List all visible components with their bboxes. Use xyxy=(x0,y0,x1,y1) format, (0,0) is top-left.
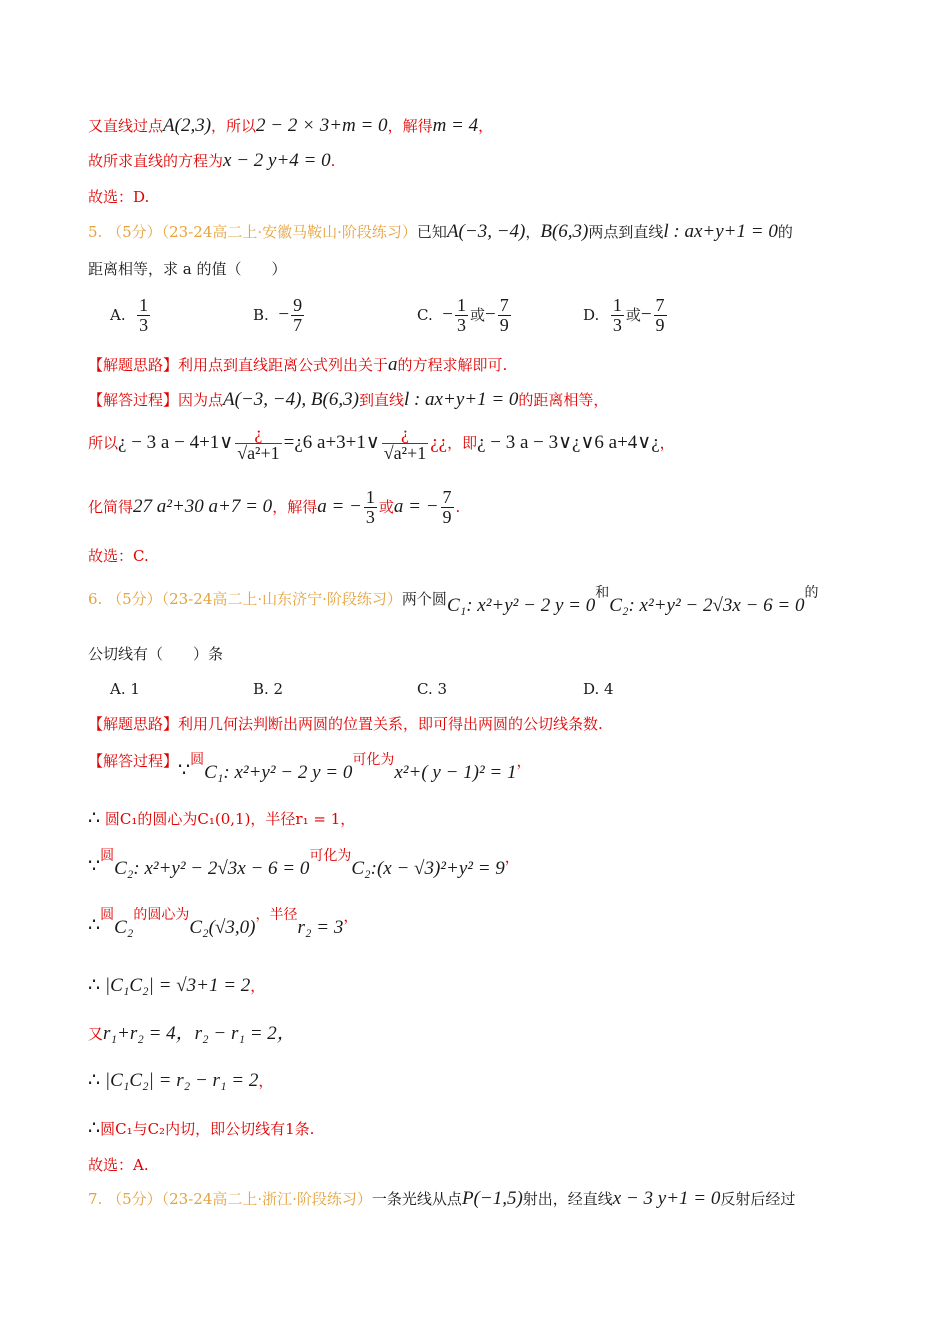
q5-process xyxy=(88,389,608,412)
therefore-symbol: ∴ xyxy=(88,1118,101,1139)
fraction xyxy=(137,296,150,336)
text: 公切线有（ ）条 xyxy=(88,645,224,663)
text: 圆 xyxy=(100,907,115,923)
fraction xyxy=(382,424,428,464)
denominator: 3 xyxy=(612,314,622,335)
text: 可化为 xyxy=(309,848,352,864)
text: ， xyxy=(478,117,494,135)
math-quadratic: 27 a²+30 a+7 = 0 xyxy=(133,495,273,517)
math-standard-form: C₂:(x − √3)²+y² = 9 xyxy=(351,858,505,879)
numerator: 1 xyxy=(612,295,622,315)
q6-process-8 xyxy=(88,1118,314,1141)
text: 和 xyxy=(595,585,610,601)
option-label: A. xyxy=(110,305,126,324)
question-number: 6. xyxy=(88,590,103,608)
math-expr: ¿ − 3 a − 3∨¿∨6 a+4∨¿ xyxy=(477,431,660,453)
option-label: C. xyxy=(417,305,433,324)
solution-line-equation xyxy=(88,150,335,173)
q6-process-7 xyxy=(88,1070,273,1093)
math-expr: ¿¿ xyxy=(430,431,448,453)
text: 射出，经直线 xyxy=(522,1190,613,1208)
text: 【解题思路】利用几何法判断出两圆的位置关系，即可得出两圆的公切线条数. xyxy=(88,715,603,733)
math-point-p: P(−1,5) xyxy=(461,1188,523,1209)
math-center: C₂(√3,0) xyxy=(189,917,256,938)
math-variable: a xyxy=(388,354,398,375)
text: 圆C₁与C₂内切，即公切线有1条. xyxy=(100,1120,315,1138)
q6-process-4 xyxy=(88,905,359,938)
denominator: 7 xyxy=(293,314,303,335)
option-a[interactable] xyxy=(110,296,152,336)
option-c[interactable] xyxy=(417,680,447,698)
math-circle-c1: C₁: x²+y² − 2 y = 0 xyxy=(446,595,596,616)
question-score: （5分） xyxy=(107,1190,162,1208)
minus-sign: − xyxy=(278,303,290,325)
fraction xyxy=(235,424,281,464)
text: 圆 xyxy=(100,848,115,864)
question-number: 7. xyxy=(88,1190,103,1208)
text: 化简得 xyxy=(88,497,134,516)
denominator: 3 xyxy=(365,506,375,527)
text: 又直线过点 xyxy=(88,117,164,135)
math-equation: 2 − 2 × 3+m = 0 xyxy=(256,115,388,136)
text: 所以 xyxy=(88,433,119,452)
text: ， xyxy=(250,977,266,995)
numerator: 7 xyxy=(442,487,452,507)
text: 两点到直线 xyxy=(588,223,664,241)
denominator: 9 xyxy=(655,314,665,335)
denominator: √a²+1 xyxy=(237,442,280,463)
math-radius: r₂ = 3 xyxy=(297,917,344,938)
text: 一条光线从点 xyxy=(371,1190,462,1208)
text: ， xyxy=(258,1072,274,1090)
math-line-l: l : ax+y+1 = 0 xyxy=(663,221,778,242)
numerator: 1 xyxy=(456,295,466,315)
text: ，解得 xyxy=(387,117,433,135)
fraction xyxy=(654,296,667,336)
answer-text: 故选：C. xyxy=(88,547,149,565)
text: 可化为 xyxy=(352,752,395,768)
denominator: 9 xyxy=(442,506,452,527)
q6-process-2 xyxy=(88,808,355,831)
answer-text: 故选：A. xyxy=(88,1156,149,1174)
fraction xyxy=(611,296,624,336)
numerator: 7 xyxy=(655,295,665,315)
option-label: D. xyxy=(583,305,600,324)
math-solution: a = − xyxy=(317,495,362,517)
question-source: （23-24高二上·安徽马鞍山·阶段练习） xyxy=(161,223,417,241)
numerator: ¿ xyxy=(382,424,428,444)
text: ，所以 xyxy=(211,117,257,135)
question-6 xyxy=(88,585,819,616)
because-symbol: ∵ xyxy=(178,760,191,781)
option-a[interactable] xyxy=(110,680,140,698)
option-b[interactable] xyxy=(253,296,306,336)
option-text: D. 4 xyxy=(583,680,614,698)
math-expr: =¿6 a+3+1∨ xyxy=(283,431,380,453)
math-circle-c2: C₂: x²+y² − 2√3x − 6 = 0 xyxy=(609,595,805,616)
text: ， xyxy=(659,433,675,452)
question-5 xyxy=(88,221,793,244)
numerator: ¿ xyxy=(235,424,281,444)
text: . xyxy=(455,497,461,516)
math-line-l: l : ax+y+1 = 0 xyxy=(403,389,519,410)
fraction xyxy=(455,296,468,336)
math-point-a: A(2,3) xyxy=(163,115,212,136)
q5-simplify xyxy=(88,488,460,528)
minus-sign: − xyxy=(640,303,652,325)
math-standard-form: x²+( y − 1)² = 1 xyxy=(394,762,517,783)
text: 的方程求解即可. xyxy=(397,356,508,374)
option-text: A. 1 xyxy=(110,680,140,698)
therefore-symbol: ∴ xyxy=(88,915,101,936)
question-source: （23-24高二上·浙江·阶段练习） xyxy=(161,1190,372,1208)
answer-text: 故选：D. xyxy=(88,188,150,206)
denominator: 3 xyxy=(456,314,466,335)
text: ， xyxy=(504,848,520,866)
text: 圆C₁的圆心为C₁(0,1)，半径r₁ = 1， xyxy=(104,810,356,828)
text: ， xyxy=(343,907,359,925)
text: 两个圆 xyxy=(401,590,447,608)
answer-q5 xyxy=(88,547,149,565)
option-d[interactable] xyxy=(583,296,669,336)
solution-line-point xyxy=(88,115,493,138)
text: 距离相等，求 a 的值（ ） xyxy=(88,260,287,278)
text: 又 xyxy=(88,1025,104,1043)
or-text: 或 xyxy=(469,305,485,324)
math-line-equation: x − 2 y+4 = 0 xyxy=(223,150,331,171)
option-c[interactable] xyxy=(417,296,513,336)
question-source: （23-24高二上·山东济宁·阶段练习） xyxy=(161,590,402,608)
text: ， xyxy=(516,752,532,770)
math-points: A(−3, −4), B(6,3) xyxy=(223,389,359,410)
text: 已知 xyxy=(416,223,447,241)
text: 【解答过程】因为点 xyxy=(88,391,224,409)
option-text: C. 3 xyxy=(417,680,448,698)
option-b[interactable] xyxy=(253,680,283,698)
or-text: 或 xyxy=(378,497,394,516)
text: ， xyxy=(525,223,541,241)
text: ，即 xyxy=(447,433,478,452)
math-radii: r₁+r₂ = 4，r₂ − r₁ = 2， xyxy=(103,1023,296,1044)
therefore-symbol: ∴ xyxy=(88,975,101,996)
denominator: √a²+1 xyxy=(383,442,427,463)
math-solution: a = − xyxy=(393,495,439,517)
because-symbol: ∵ xyxy=(88,856,101,877)
math-c2: C₂ xyxy=(114,917,134,938)
question-5-line2 xyxy=(88,260,286,278)
answer-q4 xyxy=(88,188,149,206)
numerator: 9 xyxy=(293,295,303,315)
question-number: 5. xyxy=(88,223,103,241)
math-point-a: A(−3, −4) xyxy=(446,221,526,242)
q6-process-1 xyxy=(88,750,532,783)
text: 到直线 xyxy=(358,391,404,409)
question-6-line2 xyxy=(88,645,223,663)
question-7 xyxy=(88,1188,795,1211)
option-text: B. 2 xyxy=(253,680,284,698)
math-expr: ¿ − 3 a − 4+1∨ xyxy=(118,431,234,453)
q5-idea xyxy=(88,354,507,377)
fraction xyxy=(364,488,377,528)
math-result: m = 4 xyxy=(432,115,479,136)
text: 的 xyxy=(804,585,819,601)
text: 的距离相等， xyxy=(518,391,609,409)
math-distance: |C₁C₂| = √3+1 = 2 xyxy=(104,975,251,996)
minus-sign: − xyxy=(442,303,453,325)
numerator: 1 xyxy=(139,295,149,315)
math-circle-c1: C₁: x²+y² − 2 y = 0 xyxy=(204,762,353,783)
text: 的圆心为 xyxy=(133,907,190,923)
text: 的 xyxy=(777,223,793,241)
math-point-b: B(6,3) xyxy=(540,221,589,242)
math-line: x − 3 y+1 = 0 xyxy=(612,1188,721,1209)
fraction xyxy=(291,296,304,336)
q5-distance-equation xyxy=(88,424,675,464)
option-d[interactable] xyxy=(583,680,614,698)
text: 【解答过程】 xyxy=(88,752,179,770)
question-score: （5分） xyxy=(107,223,162,241)
numerator: 1 xyxy=(365,487,375,507)
math-circle-c2: C₂: x²+y² − 2√3x − 6 = 0 xyxy=(114,858,310,879)
text: . xyxy=(330,152,336,170)
or-text: 或 xyxy=(625,305,641,324)
answer-q6 xyxy=(88,1156,149,1174)
denominator: 9 xyxy=(499,314,509,335)
minus-sign: − xyxy=(485,303,496,325)
math-distance: |C₁C₂| = r₂ − r₁ = 2 xyxy=(104,1070,259,1091)
text: ，半径 xyxy=(255,907,298,923)
therefore-symbol: ∴ xyxy=(88,808,101,829)
fraction xyxy=(441,488,454,528)
text: ，解得 xyxy=(272,497,318,516)
text: 圆 xyxy=(190,752,205,768)
therefore-symbol: ∴ xyxy=(88,1070,101,1091)
q6-idea xyxy=(88,715,603,733)
q6-process-6 xyxy=(88,1023,296,1046)
option-label: B. xyxy=(253,305,269,324)
text: 【解题思路】利用点到直线距离公式列出关于 xyxy=(88,356,389,374)
q6-process-5 xyxy=(88,975,265,998)
numerator: 7 xyxy=(499,295,509,315)
denominator: 3 xyxy=(139,314,149,335)
text: 故所求直线的方程为 xyxy=(88,152,224,170)
fraction xyxy=(498,296,511,336)
question-score: （5分） xyxy=(107,590,162,608)
text: 反射后经过 xyxy=(720,1190,796,1208)
q6-process-3 xyxy=(88,846,520,879)
